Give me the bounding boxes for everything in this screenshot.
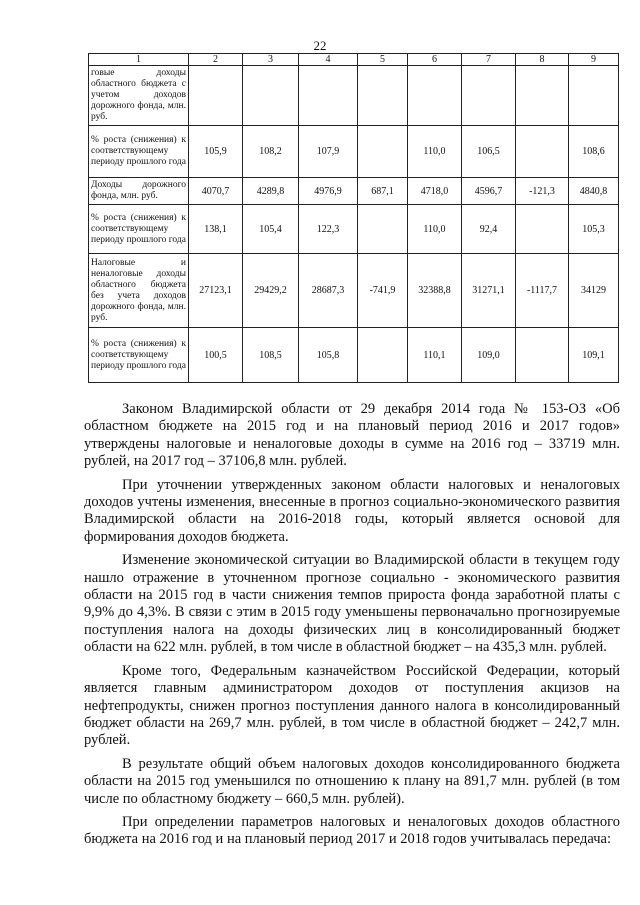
table-row [89, 66, 619, 126]
table-cell: 110,0 [408, 126, 462, 178]
table-cell: 4289,8 [243, 178, 299, 205]
table-cell [299, 66, 358, 126]
paragraph: Изменение экономической ситуации во Владимирской области в текущем году нашло отражение в уточненном прогнозе социально - экономического развития области на 2015 год в части снижения темпов прироста фонда заработной платы с 9,9% до 4,3%. В связи с этим в 2015 году уменьшены первоначально прогнозируемые поступления налога на доходы физических лиц в консолидированный бюджет области на 622 млн. рублей, в том числе в областной бюджет – на 435,3 млн. рублей. [84, 552, 620, 656]
table-cell [189, 66, 243, 126]
column-header: 6 [408, 54, 462, 66]
table-cell: 4070,7 [189, 178, 243, 205]
table-cell [408, 66, 462, 126]
table-cell [516, 66, 569, 126]
paragraph: При определении параметров налоговых и неналоговых доходов областного бюджета на 2016 год и на плановый период 2017 и 2018 годов учитывалась передача: [84, 813, 620, 848]
row-label: Доходы дорожного фонда, млн. руб. [89, 178, 189, 205]
table-cell: 4840,8 [569, 178, 619, 205]
row-label: говые доходы областного бюджета с учетом доходов дорожного фонда, млн. руб. [89, 66, 189, 126]
page-number: 22 [313, 38, 327, 53]
table-cell: 105,9 [189, 126, 243, 178]
table-cell: 28687,3 [299, 254, 358, 328]
row-label: Налоговые и неналоговые доходы областного бюджета без учета доходов дорожного фонда, млн. руб. [89, 254, 189, 328]
table-cell [516, 205, 569, 254]
table-cell: 108,2 [243, 126, 299, 178]
table-cell: 4596,7 [462, 178, 516, 205]
table-cell [358, 328, 408, 383]
row-label: % роста (снижения) к соответствующему периоду прошлого года [89, 205, 189, 254]
table-cell: 110,1 [408, 328, 462, 383]
table-row [89, 178, 619, 205]
table-header-row [89, 54, 619, 66]
column-header: 2 [189, 54, 243, 66]
table-cell [516, 126, 569, 178]
table-cell [516, 328, 569, 383]
column-header: 7 [462, 54, 516, 66]
table-cell: 106,5 [462, 126, 516, 178]
table-cell: 122,3 [299, 205, 358, 254]
paragraph: Законом Владимирской области от 29 декабря 2014 года № 153-ОЗ «Об областном бюджете на 2015 год и на плановый период 2016 и 2017 годов» утверждены налоговые и неналоговые доходы в сумме на 2016 год – 33719 млн. рублей, на 2017 год – 37106,8 млн. рублей. [84, 401, 620, 470]
table-cell: 92,4 [462, 205, 516, 254]
table-cell: 138,1 [189, 205, 243, 254]
paragraph: Кроме того, Федеральным казначейством Российской Федерации, который является главным администратором доходов от поступления акцизов на нефтепродукты, снижен прогноз поступления данного налога в консолидированный бюджет области на 269,7 млн. рублей, в том числе в областной бюджет – 242,7 млн. рублей. [84, 662, 620, 749]
column-header: 3 [243, 54, 299, 66]
table-cell: 107,9 [299, 126, 358, 178]
table-cell: 109,1 [569, 328, 619, 383]
revenue-table [88, 53, 619, 383]
table-cell: 29429,2 [243, 254, 299, 328]
table-cell: 4718,0 [408, 178, 462, 205]
table-cell: 105,8 [299, 328, 358, 383]
paragraph: В результате общий объем налоговых доходов консолидированного бюджета области на 2015 год уменьшился по отношению к плану на 891,7 млн. рублей (в том числе по областному бюджету – 660,5 млн. рублей). [84, 755, 620, 807]
table-cell: 31271,1 [462, 254, 516, 328]
table-cell: 4976,9 [299, 178, 358, 205]
table-cell: 108,6 [569, 126, 619, 178]
table-cell: 109,0 [462, 328, 516, 383]
column-header: 9 [569, 54, 619, 66]
table-row [89, 328, 619, 383]
paragraph: При уточнении утвержденных законом области налоговых и неналоговых доходов учтены изменения, внесенные в прогноз социально-экономического развития Владимирской области на 2016-2018 годы, который является основой для формирования доходов бюджета. [84, 476, 620, 545]
table-cell: -741,9 [358, 254, 408, 328]
table-cell: 34129 [569, 254, 619, 328]
table-cell: 110,0 [408, 205, 462, 254]
column-header: 4 [299, 54, 358, 66]
column-header: 1 [89, 54, 189, 66]
row-label: % роста (снижения) к соответствующему периоду прошлого года [89, 126, 189, 178]
table-cell: 100,5 [189, 328, 243, 383]
table-cell [569, 66, 619, 126]
column-header: 5 [358, 54, 408, 66]
table-row [89, 205, 619, 254]
table-cell [243, 66, 299, 126]
table-cell [358, 126, 408, 178]
table-row [89, 254, 619, 328]
table-cell: 32388,8 [408, 254, 462, 328]
table-cell: 105,3 [569, 205, 619, 254]
table-cell: 27123,1 [189, 254, 243, 328]
table-cell: -1117,7 [516, 254, 569, 328]
table-cell [358, 205, 408, 254]
table-cell [462, 66, 516, 126]
table-cell [358, 66, 408, 126]
column-header: 8 [516, 54, 569, 66]
body-text [84, 401, 620, 855]
table-cell: 687,1 [358, 178, 408, 205]
table-cell: 105,4 [243, 205, 299, 254]
table-cell: -121,3 [516, 178, 569, 205]
row-label: % роста (снижения) к соответствующему периоду прошлого года [89, 328, 189, 383]
table-cell: 108,5 [243, 328, 299, 383]
table-row [89, 126, 619, 178]
